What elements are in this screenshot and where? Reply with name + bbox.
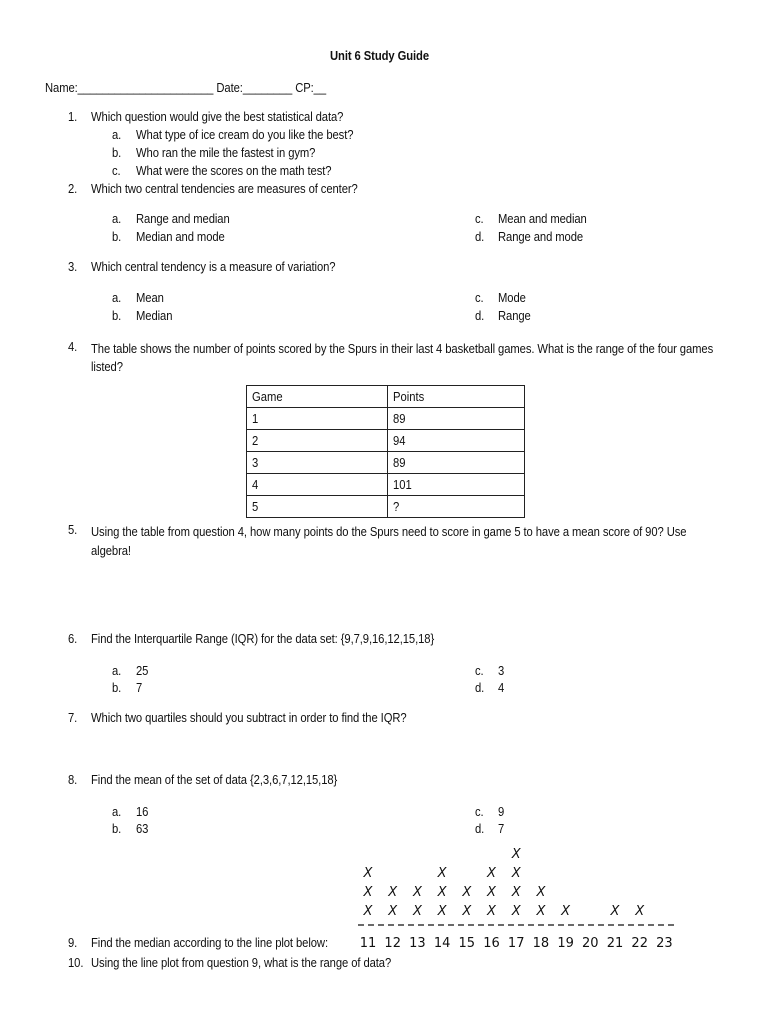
line-plot-x-mark: X <box>511 866 521 881</box>
q3-option-a: Mean <box>136 291 164 305</box>
q8-option-c: 9 <box>498 805 505 819</box>
points-table <box>246 385 525 518</box>
q8-option-a: 16 <box>136 805 149 819</box>
q3-option-letter: d. <box>475 309 485 323</box>
line-plot-x-mark: X <box>388 885 398 900</box>
table-cell-game: 2 <box>252 433 259 448</box>
q2-number: 2. <box>68 182 78 196</box>
table-header-game: Game <box>252 389 283 404</box>
table-cell-game: 5 <box>252 499 259 514</box>
q6-option-letter: a. <box>112 664 122 678</box>
line-plot-tick-label: 16 <box>483 936 500 951</box>
line-plot-x-mark: X <box>561 904 571 919</box>
q6-option-b: 7 <box>136 681 143 695</box>
q2-option-c: Mean and median <box>498 212 587 226</box>
table-cell-points: 94 <box>393 433 406 448</box>
table-header-points: Points <box>393 389 425 404</box>
line-plot-x-mark: X <box>462 885 472 900</box>
table-cell-game: 1 <box>252 411 259 426</box>
q2-option-letter: b. <box>112 230 122 244</box>
line-plot-x-mark: X <box>462 904 472 919</box>
line-plot-tick-labels <box>360 936 673 951</box>
line-plot-x-mark: X <box>487 866 496 881</box>
q6-option-a: 25 <box>136 664 149 678</box>
q2-option-a: Range and median <box>136 212 230 226</box>
q8-option-d: 7 <box>498 822 505 836</box>
q6-option-letter: c. <box>475 664 484 678</box>
table-cell-points: 89 <box>393 411 406 426</box>
page-title: Unit 6 Study Guide <box>330 49 430 63</box>
line-plot-marks <box>363 847 646 919</box>
line-plot-tick-label: 20 <box>582 936 599 951</box>
q1-option-letter: a. <box>112 128 122 142</box>
q2-option-letter: c. <box>475 212 484 226</box>
q3-option-letter: b. <box>112 309 122 323</box>
q1-option-c: What were the scores on the math test? <box>136 164 332 178</box>
line-plot-x-mark: X <box>511 885 521 900</box>
line-plot-x-mark: X <box>487 904 496 919</box>
q1-option-a: What type of ice cream do you like the best? <box>136 128 354 142</box>
table-header-row <box>247 386 525 408</box>
q8-option-letter: b. <box>112 822 122 836</box>
q8-text: Find the mean of the set of data {2,3,6,7,12,15,18} <box>91 773 338 787</box>
q2-text: Which two central tendencies are measures of center? <box>91 182 358 196</box>
q2-option-letter: d. <box>475 230 485 244</box>
line-plot-x-mark: X <box>363 885 373 900</box>
line-plot-tick-label: 22 <box>631 936 648 951</box>
q6-option-c: 3 <box>498 664 505 678</box>
name-date-line: Name:______________________ Date:________ CP:__ <box>45 81 327 95</box>
table-cell-points: 89 <box>393 455 406 470</box>
line-plot-x-mark: X <box>437 904 447 919</box>
line-plot-tick-label: 21 <box>606 936 624 951</box>
q10-number: 10. <box>68 956 84 970</box>
q8-option-letter: c. <box>475 805 484 819</box>
line-plot-x-mark: X <box>536 885 546 900</box>
q6-option-d: 4 <box>498 681 505 695</box>
line-plot-x-mark: X <box>487 885 496 900</box>
q2-option-d: Range and mode <box>498 230 584 244</box>
q7-number: 7. <box>68 711 78 725</box>
q3-option-c: Mode <box>498 291 526 305</box>
line-plot-tick-label: 15 <box>458 936 476 951</box>
q9-number: 9. <box>68 936 78 950</box>
line-plot-x-mark: X <box>363 904 373 919</box>
line-plot-x-mark: X <box>437 866 447 881</box>
q8-number: 8. <box>68 773 78 787</box>
line-plot-x-mark: X <box>511 904 521 919</box>
q3-text: Which central tendency is a measure of variation? <box>91 260 336 274</box>
table-cell-points: ? <box>393 499 400 514</box>
line-plot-x-mark: X <box>412 904 422 919</box>
q4-number: 4. <box>68 340 78 354</box>
table-cell-points: 101 <box>393 477 412 492</box>
table-row <box>247 496 525 518</box>
line-plot-x-mark: X <box>437 885 447 900</box>
q6-number: 6. <box>68 632 78 646</box>
q9-text: Find the median according to the line plot below: <box>91 936 328 950</box>
line-plot-tick-label: 11 <box>359 936 377 951</box>
line-plot-x-mark: X <box>388 904 398 919</box>
q8-option-b: 63 <box>136 822 149 836</box>
line-plot-x-mark: X <box>635 904 645 919</box>
q1-option-letter: b. <box>112 146 122 160</box>
q5-number: 5. <box>68 523 78 537</box>
q3-option-d: Range <box>498 309 531 323</box>
line-plot-tick-label: 17 <box>507 936 525 951</box>
table-cell-game: 4 <box>252 477 259 492</box>
line-plot-tick-label: 14 <box>433 936 451 951</box>
q8-option-letter: a. <box>112 805 122 819</box>
line-plot-tick-label: 18 <box>532 936 550 951</box>
q6-option-letter: d. <box>475 681 485 695</box>
q4-text: The table shows the number of points scored by the Spurs in their last 4 basketball games. What is the range of the four games listed? <box>91 342 714 374</box>
table-row <box>247 408 525 430</box>
line-plot-x-mark: X <box>536 904 546 919</box>
q1-option-b: Who ran the mile the fastest in gym? <box>136 146 316 160</box>
table-row <box>247 474 525 496</box>
q3-number: 3. <box>68 260 78 274</box>
q7-text: Which two quartiles should you subtract in order to find the IQR? <box>91 711 407 725</box>
q3-option-letter: a. <box>112 291 122 305</box>
q1-option-letter: c. <box>112 164 121 178</box>
q5-text: Using the table from question 4, how many points do the Spurs need to score in game 5 to have a mean score of 90? Use algebra! <box>91 525 687 558</box>
q6-text: Find the Interquartile Range (IQR) for the data set: {9,7,9,16,12,15,18} <box>91 632 435 646</box>
line-plot-x-mark: X <box>363 866 373 881</box>
q3-option-b: Median <box>136 309 173 323</box>
line-plot <box>356 845 686 955</box>
q1-number: 1. <box>68 110 78 124</box>
q2-option-b: Median and mode <box>136 230 225 244</box>
line-plot-tick-label: 12 <box>384 936 401 951</box>
line-plot-x-mark: X <box>511 847 521 862</box>
table-row <box>247 430 525 452</box>
q3-option-letter: c. <box>475 291 484 305</box>
line-plot-tick-label: 23 <box>656 936 673 951</box>
q1-text: Which question would give the best statistical data? <box>91 110 344 124</box>
line-plot-tick-label: 19 <box>557 936 574 951</box>
line-plot-x-mark: X <box>412 885 422 900</box>
q6-option-letter: b. <box>112 681 122 695</box>
table-row <box>247 452 525 474</box>
q8-option-letter: d. <box>475 822 485 836</box>
line-plot-tick-label: 13 <box>409 936 426 951</box>
line-plot-x-mark: X <box>610 904 620 919</box>
q10-text: Using the line plot from question 9, what is the range of data? <box>91 956 392 970</box>
q2-option-letter: a. <box>112 212 122 226</box>
table-cell-game: 3 <box>252 455 259 470</box>
